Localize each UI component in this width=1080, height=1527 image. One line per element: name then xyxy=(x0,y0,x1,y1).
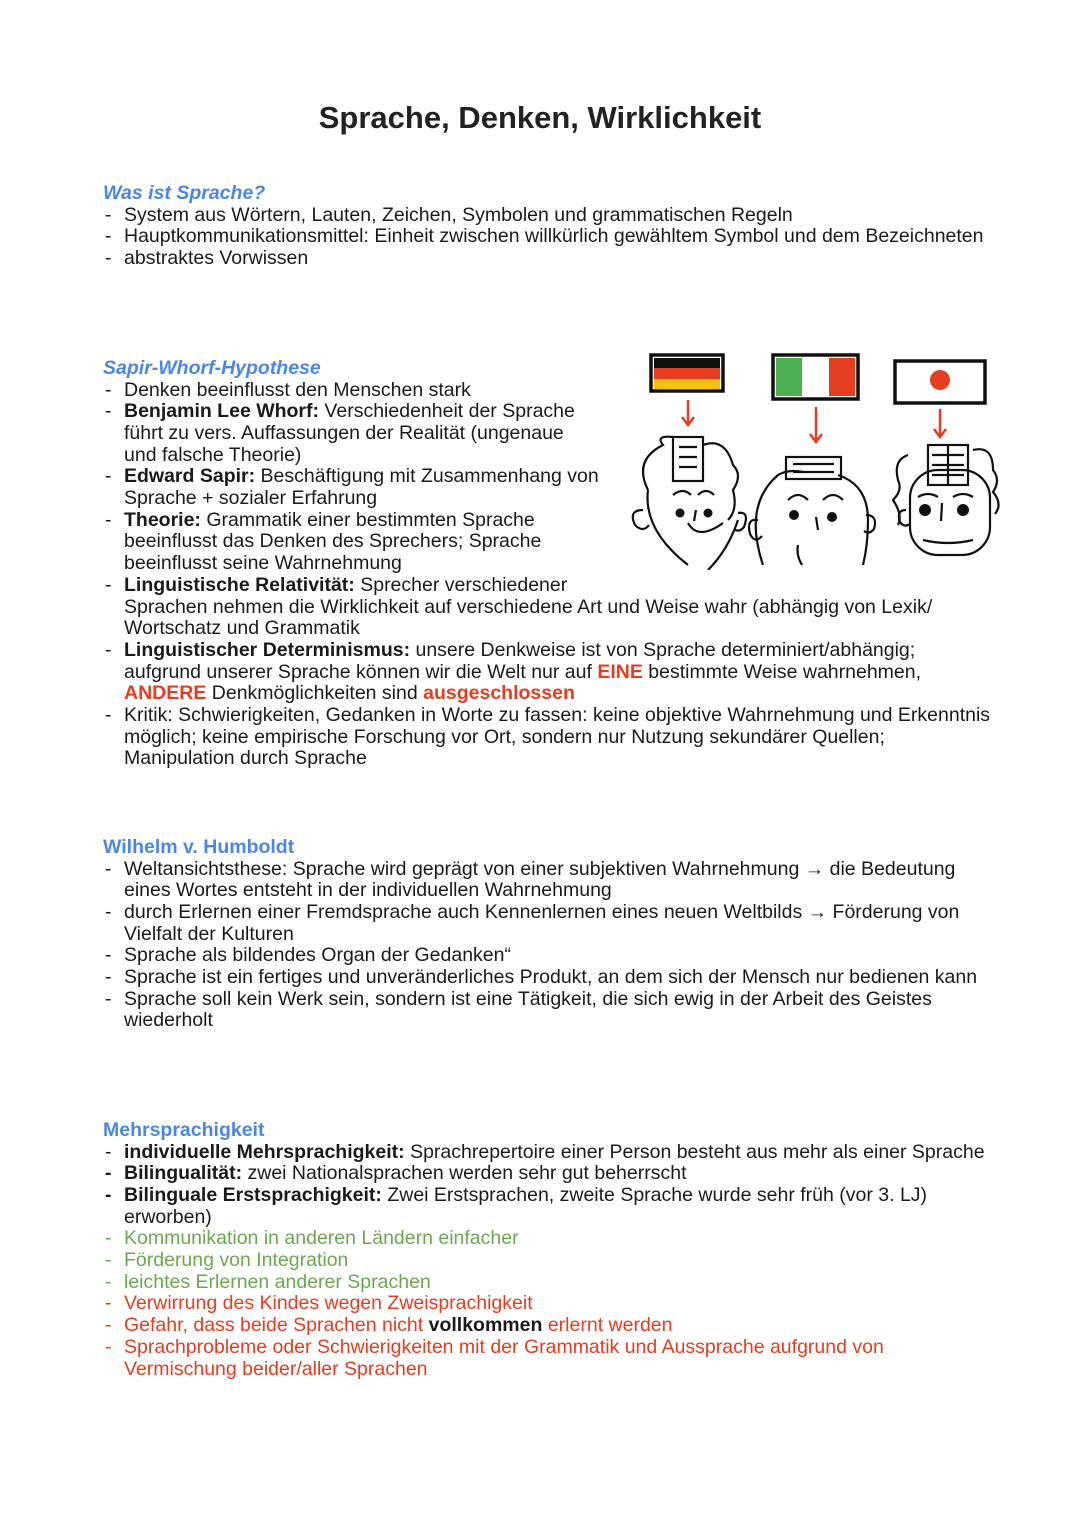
term-label: Bilingualität: xyxy=(124,1162,243,1185)
list-item xyxy=(103,640,993,705)
list-item: - Weltansichtsthese: Sprache wird geprägt von einer subjektiven Wahrnehmung → die Bedeutung eines Wortes entsteht in der individuellen Wahrnehmung xyxy=(103,859,993,902)
section-heading: Wilhelm v. Humboldt xyxy=(103,836,295,858)
term-text: unsere Denkweise ist von Sprache determiniert/abhängig; aufgrund unserer Sprache können wir die Welt nur auf xyxy=(124,638,916,683)
term-text: Verschiedenheit der Sprache führt zu vers. Auffassungen der Realität (ungenaue und falsche Theorie) xyxy=(124,400,575,466)
emphasis-text: ANDERE xyxy=(124,682,207,705)
list-item: - abstraktes Vorwissen xyxy=(103,248,993,270)
list-item xyxy=(103,401,599,466)
list-item xyxy=(103,510,599,575)
list-item: - durch Erlernen einer Fremdsprache auch Kennenlernen eines neuen Weltbilds → Förderung von Vielfalt der Kulturen xyxy=(103,902,993,945)
list-item xyxy=(103,575,993,640)
pro-item: - Kommunikation in anderen Ländern einfacher xyxy=(103,1228,993,1250)
term-text: Sprachen nehmen die Wirklichkeit auf verschiedene Art und Weise wahr (abhängig von Lexik/ Wortschatz und Grammatik xyxy=(124,595,933,640)
list-item: - Denken beeinflusst den Menschen stark xyxy=(103,380,599,402)
con-item: - Verwirrung des Kindes wegen Zweisprachigkeit xyxy=(103,1293,993,1315)
list-item xyxy=(103,1185,993,1228)
bullet-list xyxy=(103,380,993,771)
term-text: Beschäftigung mit Zusammenhang von Sprache + sozialer Erfahrung xyxy=(124,465,599,510)
list-item: - Sprache soll kein Werk sein, sondern ist eine Tätigkeit, die sich ewig in der Arbeit des Geistes wiederholt xyxy=(103,989,993,1032)
list-item: - Sprache als bildendes Organ der Gedanken“ xyxy=(103,945,993,967)
list-item xyxy=(103,1142,993,1164)
list-item: - Sprache ist ein fertiges und unveränderliches Produkt, an dem sich der Mensch nur bedienen kann xyxy=(103,967,993,989)
term-label: Edward Sapir: xyxy=(124,465,256,488)
emphasis-text: EINE xyxy=(597,660,643,683)
bullet-list xyxy=(103,205,993,270)
list-item xyxy=(103,466,599,509)
term-text: Grammatik einer bestimmten Sprache beeinflusst das Denken des Sprechers; Sprache beeinflusst seine Wahrnehmung xyxy=(124,508,542,575)
term-label: Bilinguale Erstsprachigkeit: xyxy=(124,1183,382,1206)
term-text: erlernt werden xyxy=(542,1314,673,1337)
term-text: Gefahr, dass beide Sprachen nicht xyxy=(124,1314,429,1337)
pro-item: - leichtes Erlernen anderer Sprachen xyxy=(103,1272,993,1294)
list-item: - Hauptkommunikationsmittel: Einheit zwischen willkürlich gewähltem Symbol und dem Bezeichneten xyxy=(103,226,993,248)
list-item xyxy=(103,1163,993,1185)
emphasis-text: ausgeschlossen xyxy=(423,682,575,705)
term-text: Sprachrepertoire einer Person besteht aus mehr als einer Sprache xyxy=(404,1140,985,1163)
term-text: bestimmte Weise wahrnehmen, xyxy=(642,660,922,683)
term-label: Theorie: xyxy=(124,508,201,531)
bullet-list xyxy=(103,859,993,1033)
page-title: Sprache, Denken, Wirklichkeit xyxy=(318,100,762,135)
term-text: Denkmöglichkeiten sind xyxy=(206,682,424,705)
list-item: - Kritik: Schwierigkeiten, Gedanken in Worte zu fassen: keine objektive Wahrnehmung und Erkenntnis möglich; keine empirische Forschung vor Ort, sondern nur Nutzung sekundärer Quellen; Manipulation durch Sprache xyxy=(103,705,993,770)
section-sapir-whorf xyxy=(103,358,993,770)
con-item: - Sprachprobleme oder Schwierigkeiten mit der Grammatik und Aussprache aufgrund von Vermischung beider/aller Sprachen xyxy=(103,1337,993,1380)
term-text: Sprecher verschiedener xyxy=(354,573,568,596)
section-mehrsprachigkeit xyxy=(103,1120,993,1380)
section-heading: Mehrsprachigkeit xyxy=(103,1119,265,1141)
term-label: individuelle Mehrsprachigkeit: xyxy=(124,1140,405,1163)
term-label: Benjamin Lee Whorf: xyxy=(124,400,320,423)
section-heading: Was ist Sprache? xyxy=(103,182,266,204)
pro-item: - Förderung von Integration xyxy=(103,1250,993,1272)
term-text: Zwei Erstsprachen, zweite Sprache wurde sehr früh (vor 3. LJ) erworben) xyxy=(124,1183,928,1228)
bullet-list xyxy=(103,1142,993,1381)
section-was-ist-sprache xyxy=(103,183,993,270)
section-heading: Sapir-Whorf-Hypothese xyxy=(103,357,321,379)
emphasis-text: vollkommen xyxy=(428,1314,543,1337)
term-label: Linguistischer Determinismus: xyxy=(124,638,411,661)
list-item: - System aus Wörtern, Lauten, Zeichen, Symbolen und grammatischen Regeln xyxy=(103,205,993,227)
term-label: Linguistische Relativität: xyxy=(124,573,355,596)
term-text: zwei Nationalsprachen werden sehr gut beherrscht xyxy=(242,1162,687,1185)
con-item xyxy=(103,1315,993,1337)
section-humboldt xyxy=(103,837,993,1032)
